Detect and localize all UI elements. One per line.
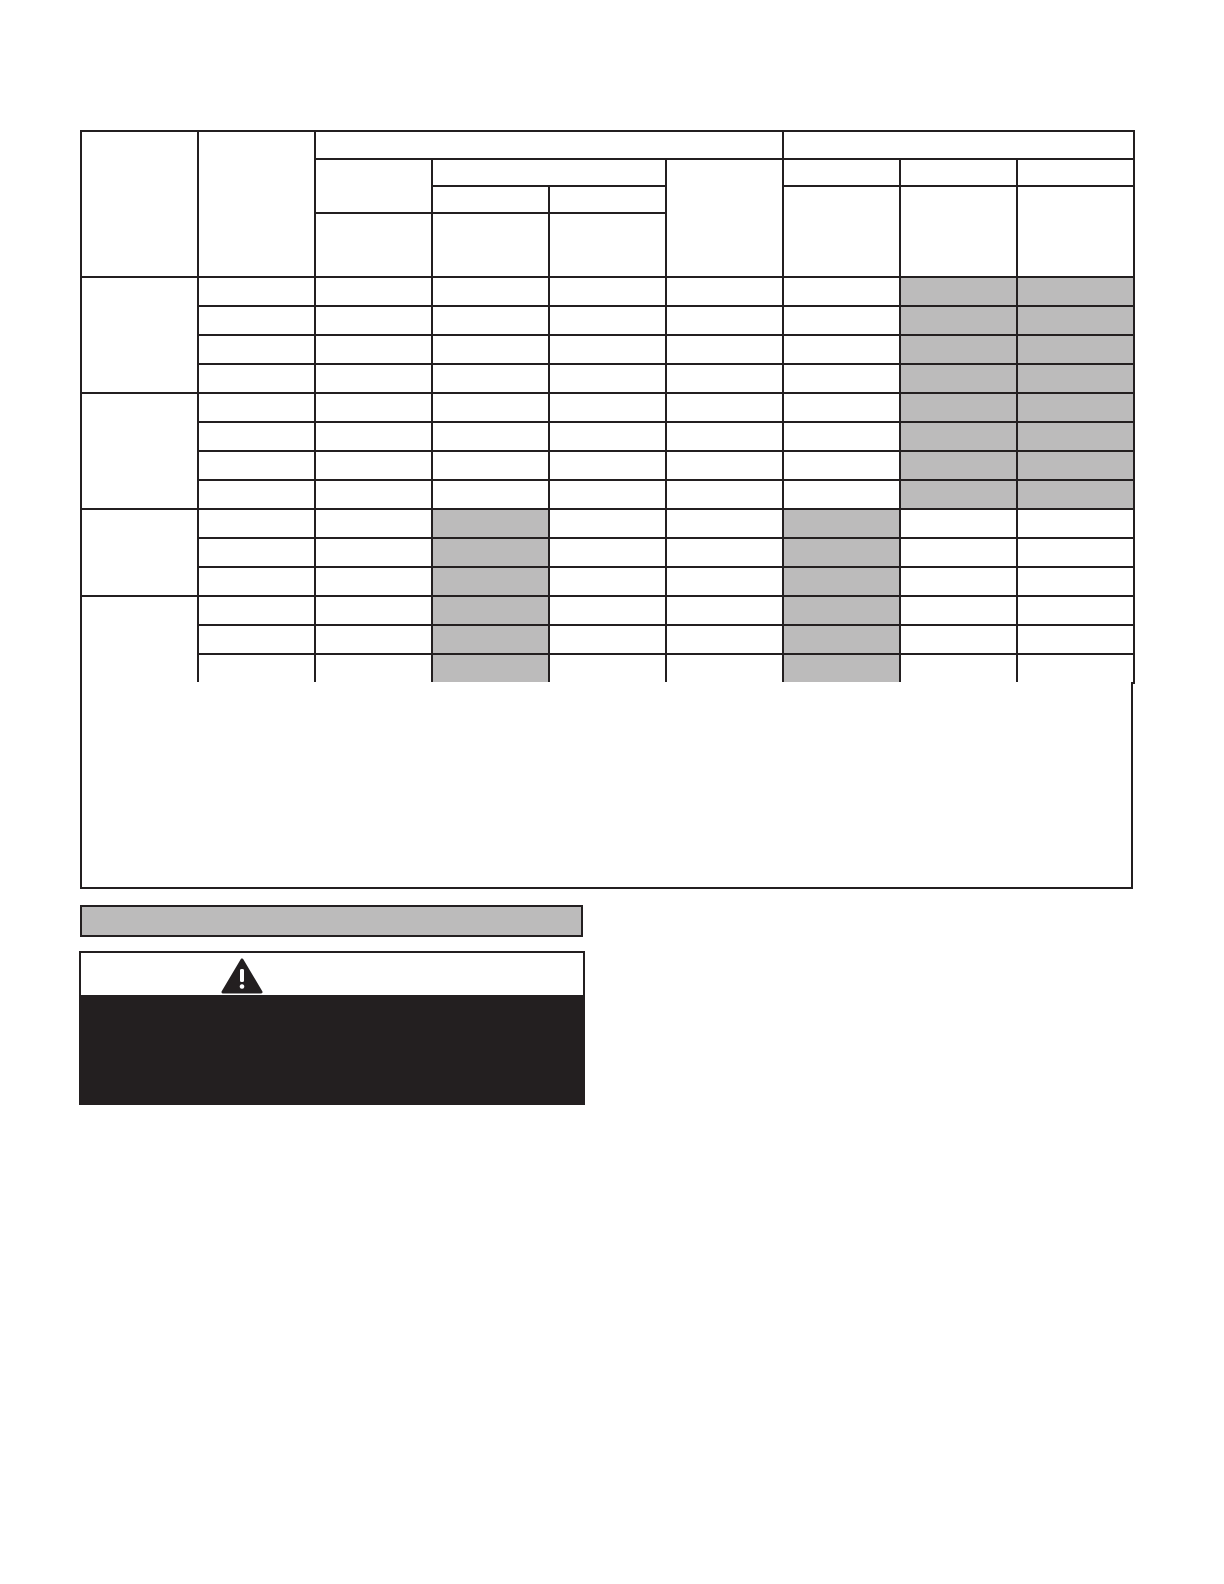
table-cell [783, 480, 900, 509]
table-cell [666, 364, 783, 393]
table-cell [783, 306, 900, 335]
table-cell [315, 306, 432, 335]
table-cell [666, 335, 783, 364]
table-cell [198, 393, 315, 422]
table-cell [783, 277, 900, 306]
table-cell [900, 538, 1017, 567]
table-cell [432, 480, 549, 509]
table-cell [666, 596, 783, 625]
group-label-cell [81, 596, 198, 683]
table-cell [666, 538, 783, 567]
table-cell [315, 480, 432, 509]
group-label-cell [81, 393, 198, 509]
warning-triangle-icon [221, 958, 263, 994]
table-cell [549, 654, 666, 683]
table-cell [666, 567, 783, 596]
table-cell [900, 567, 1017, 596]
shaded-cell [432, 567, 549, 596]
table-cell [666, 654, 783, 683]
shaded-cell [1017, 335, 1134, 364]
table-cell [198, 364, 315, 393]
shaded-cell [900, 451, 1017, 480]
table-cell [198, 567, 315, 596]
shaded-cell [1017, 422, 1134, 451]
table-cell [549, 335, 666, 364]
table-cell [315, 596, 432, 625]
table-cell [315, 422, 432, 451]
table-row [81, 509, 1134, 538]
header-cell [783, 186, 900, 277]
shaded-cell [783, 625, 900, 654]
table-row [81, 567, 1134, 596]
shaded-cell [900, 422, 1017, 451]
header-cell [783, 159, 900, 186]
shaded-cell [1017, 277, 1134, 306]
shaded-cell [900, 277, 1017, 306]
table-cell [549, 364, 666, 393]
shaded-cell [900, 480, 1017, 509]
table-cell [549, 277, 666, 306]
table-cell [198, 480, 315, 509]
header-cell [198, 131, 315, 277]
shaded-cell [432, 509, 549, 538]
table-cell [1017, 596, 1134, 625]
table-cell [549, 596, 666, 625]
table-cell [666, 422, 783, 451]
shaded-cell [1017, 393, 1134, 422]
table-cell [432, 277, 549, 306]
table-cell [198, 596, 315, 625]
table-cell [549, 509, 666, 538]
table-row [81, 422, 1134, 451]
shaded-cell [900, 306, 1017, 335]
table-cell [549, 480, 666, 509]
table-cell [198, 625, 315, 654]
table-cell [432, 306, 549, 335]
specification-table [80, 130, 1135, 684]
table-cell [1017, 567, 1134, 596]
table-cell [315, 451, 432, 480]
table-cell [315, 567, 432, 596]
header-row-1 [81, 131, 1134, 159]
table-row [81, 364, 1134, 393]
shaded-cell [432, 625, 549, 654]
table-cell [666, 306, 783, 335]
table-cell [549, 422, 666, 451]
header-cell [432, 213, 549, 277]
table-row [81, 306, 1134, 335]
header-cell [81, 131, 198, 277]
table-cell [315, 393, 432, 422]
header-cell [900, 159, 1017, 186]
shaded-cell [432, 596, 549, 625]
warning-box [79, 951, 585, 1105]
header-cell [666, 159, 783, 277]
table-row [81, 654, 1134, 683]
table-row [81, 335, 1134, 364]
shaded-cell [783, 654, 900, 683]
table-cell [549, 306, 666, 335]
table-cell [315, 335, 432, 364]
header-cell [900, 186, 1017, 277]
table-cell [549, 625, 666, 654]
table-cell [783, 364, 900, 393]
table-cell [198, 277, 315, 306]
warning-header [81, 953, 583, 995]
table-cell [783, 422, 900, 451]
warning-body [81, 995, 583, 1103]
table-cell [315, 538, 432, 567]
table-cell [549, 567, 666, 596]
shaded-cell [1017, 364, 1134, 393]
table-cell [432, 364, 549, 393]
shaded-cell [1017, 306, 1134, 335]
table-cell [315, 654, 432, 683]
table-cell [900, 625, 1017, 654]
table-cell [198, 422, 315, 451]
shaded-cell [1017, 451, 1134, 480]
header-cell [315, 159, 432, 213]
table-cell [198, 306, 315, 335]
header-group-cell [432, 159, 666, 186]
header-cell [432, 186, 549, 213]
table-cell [1017, 625, 1134, 654]
header-cell [549, 213, 666, 277]
table-row [81, 451, 1134, 480]
table-cell [432, 422, 549, 451]
table-cell [783, 335, 900, 364]
header-cell [549, 186, 666, 213]
table-cell [666, 393, 783, 422]
table-cell [315, 277, 432, 306]
header-cell [1017, 159, 1134, 186]
table-cell [549, 538, 666, 567]
table-row [81, 480, 1134, 509]
table-row [81, 596, 1134, 625]
shaded-cell [900, 393, 1017, 422]
table-cell [900, 654, 1017, 683]
table-cell [783, 451, 900, 480]
table-row [81, 277, 1134, 306]
table-cell [1017, 654, 1134, 683]
table-cell [198, 451, 315, 480]
header-group-cell [783, 131, 1134, 159]
section-heading-bar [80, 905, 583, 937]
header-group-cell [315, 131, 783, 159]
table-cell [198, 654, 315, 683]
group-label-cell [81, 277, 198, 393]
table-cell [549, 451, 666, 480]
header-cell [315, 213, 432, 277]
shaded-cell [783, 567, 900, 596]
table-row [81, 625, 1134, 654]
group-label-cell [81, 509, 198, 596]
shaded-cell [1017, 480, 1134, 509]
table-cell [198, 538, 315, 567]
table-cell [198, 335, 315, 364]
table-cell [1017, 538, 1134, 567]
table-cell [432, 335, 549, 364]
table-cell [1017, 509, 1134, 538]
table-cell [666, 451, 783, 480]
table-cell [900, 509, 1017, 538]
table-cell [315, 364, 432, 393]
shaded-cell [783, 538, 900, 567]
table-cell [549, 393, 666, 422]
table-notes-box [80, 682, 1133, 889]
shaded-cell [432, 538, 549, 567]
table-cell [666, 625, 783, 654]
shaded-cell [900, 364, 1017, 393]
header-cell [1017, 186, 1134, 277]
table-cell [198, 509, 315, 538]
shaded-cell [783, 509, 900, 538]
table-cell [783, 393, 900, 422]
table-row [81, 393, 1134, 422]
table-cell [432, 393, 549, 422]
table-cell [432, 451, 549, 480]
table-cell [315, 625, 432, 654]
table-cell [900, 596, 1017, 625]
table-cell [666, 480, 783, 509]
table-row [81, 538, 1134, 567]
table-cell [666, 509, 783, 538]
shaded-cell [900, 335, 1017, 364]
shaded-cell [432, 654, 549, 683]
table-cell [666, 277, 783, 306]
table-cell [315, 509, 432, 538]
shaded-cell [783, 596, 900, 625]
